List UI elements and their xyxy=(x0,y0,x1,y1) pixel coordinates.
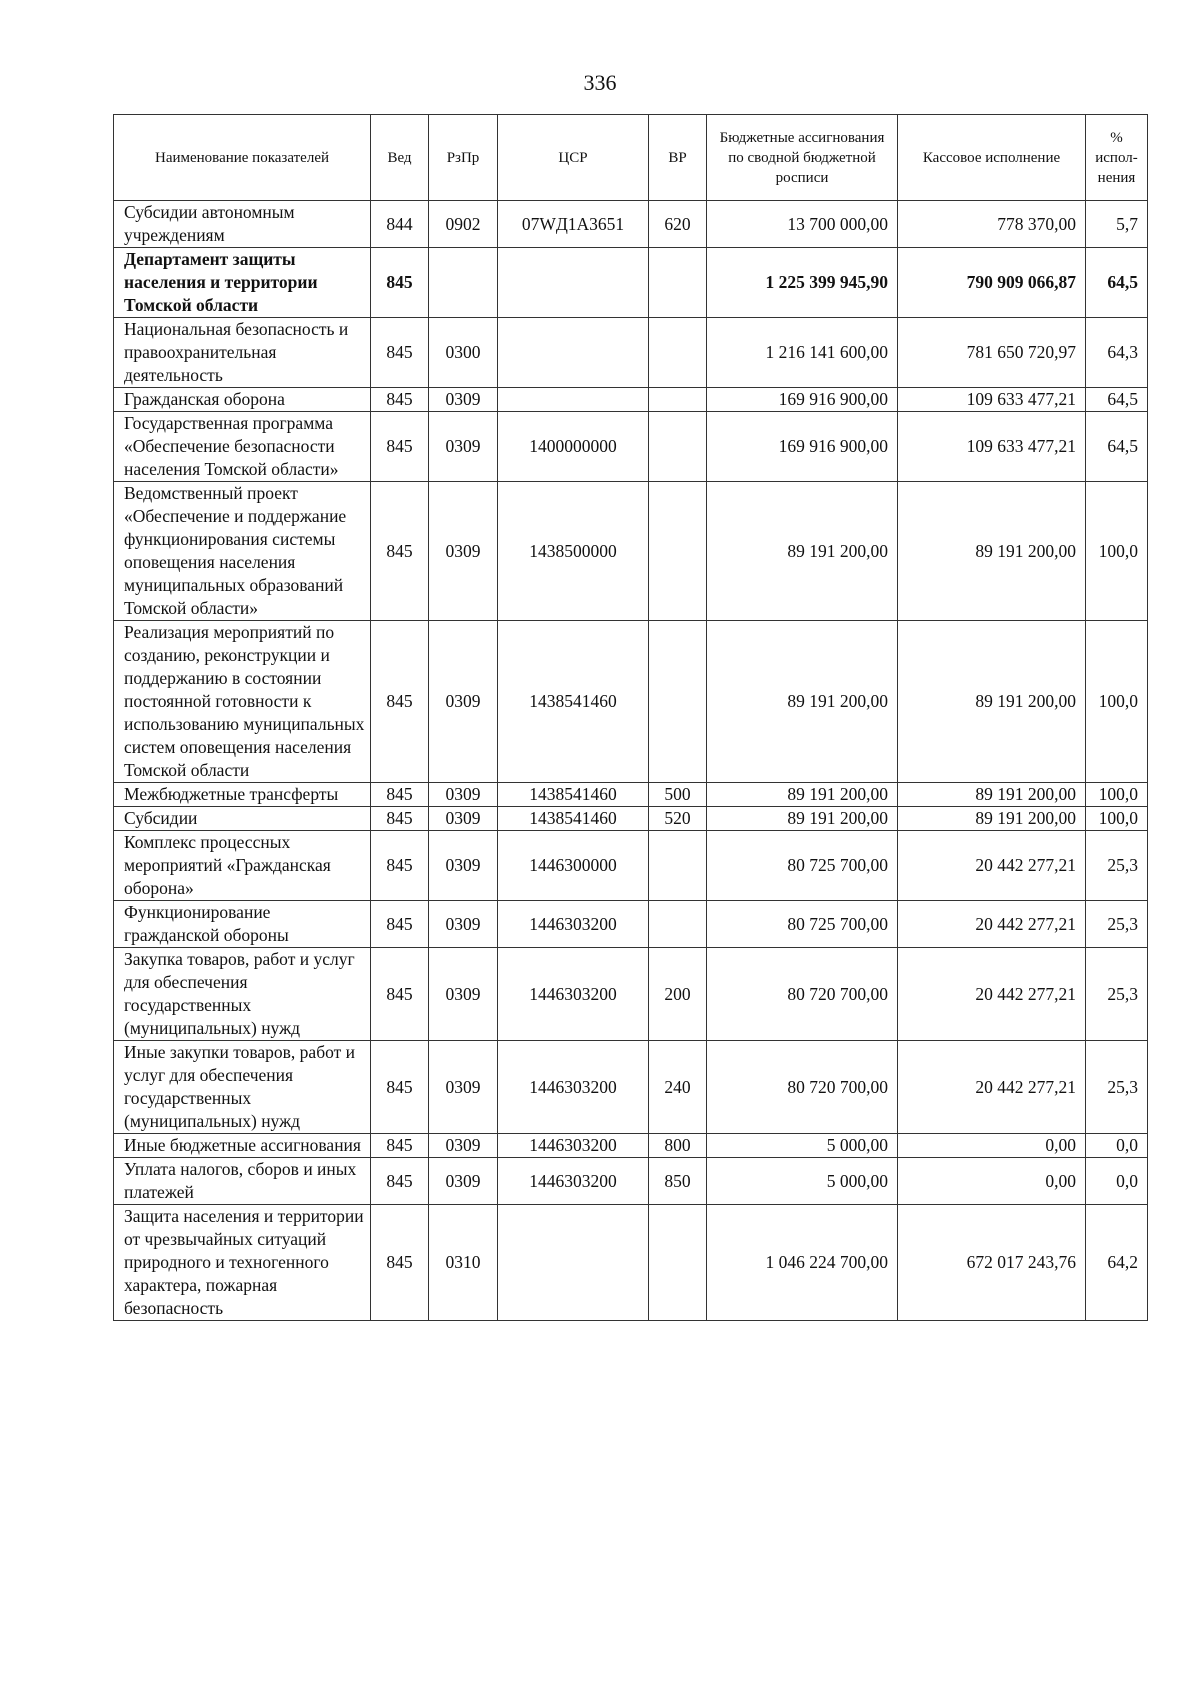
row-budget: 80 720 700,00 xyxy=(707,948,898,1041)
row-ved: 844 xyxy=(371,201,429,248)
row-cash: 89 191 200,00 xyxy=(898,783,1086,807)
row-vr xyxy=(649,1205,707,1321)
row-budget: 1 225 399 945,90 xyxy=(707,248,898,318)
row-name: Закупка товаров, работ и услуг для обеспечения государственных (муниципальных) нужд xyxy=(114,948,371,1041)
budget-execution-table xyxy=(113,114,1148,1321)
row-vr: 850 xyxy=(649,1158,707,1205)
row-vr: 800 xyxy=(649,1134,707,1158)
row-vr: 200 xyxy=(649,948,707,1041)
row-vr xyxy=(649,621,707,783)
row-csr: 07WД1А3651 xyxy=(498,201,649,248)
row-vr xyxy=(649,248,707,318)
header-ved: Вед xyxy=(371,115,429,201)
row-name: Иные закупки товаров, работ и услуг для обеспечения государственных (муниципальных) нужд xyxy=(114,1041,371,1134)
row-percent: 100,0 xyxy=(1086,621,1148,783)
row-budget: 89 191 200,00 xyxy=(707,621,898,783)
row-csr: 1400000000 xyxy=(498,412,649,482)
row-ved: 845 xyxy=(371,948,429,1041)
row-budget: 5 000,00 xyxy=(707,1134,898,1158)
row-vr: 500 xyxy=(649,783,707,807)
row-rzpr: 0309 xyxy=(429,948,498,1041)
row-budget: 89 191 200,00 xyxy=(707,783,898,807)
row-percent: 64,5 xyxy=(1086,388,1148,412)
row-budget: 80 725 700,00 xyxy=(707,901,898,948)
row-budget: 5 000,00 xyxy=(707,1158,898,1205)
row-cash: 109 633 477,21 xyxy=(898,412,1086,482)
row-cash: 781 650 720,97 xyxy=(898,318,1086,388)
row-rzpr: 0300 xyxy=(429,318,498,388)
row-percent: 64,3 xyxy=(1086,318,1148,388)
row-percent: 25,3 xyxy=(1086,901,1148,948)
row-name: Гражданская оборона xyxy=(114,388,371,412)
table-body xyxy=(114,201,1148,1321)
row-vr xyxy=(649,831,707,901)
row-budget: 89 191 200,00 xyxy=(707,807,898,831)
row-ved: 845 xyxy=(371,807,429,831)
row-ved: 845 xyxy=(371,831,429,901)
row-rzpr: 0309 xyxy=(429,783,498,807)
header-budget: Бюджетные ассигнования по сводной бюджетной росписи xyxy=(707,115,898,201)
row-ved: 845 xyxy=(371,783,429,807)
row-rzpr: 0309 xyxy=(429,412,498,482)
row-cash: 20 442 277,21 xyxy=(898,1041,1086,1134)
row-name: Реализация мероприятий по созданию, реконструкции и поддержанию в состоянии постоянной готовности к использованию муниципальных систем оповещения населения Томской области xyxy=(114,621,371,783)
row-csr: 1438541460 xyxy=(498,621,649,783)
row-csr: 1446303200 xyxy=(498,948,649,1041)
row-budget: 1 216 141 600,00 xyxy=(707,318,898,388)
row-cash: 89 191 200,00 xyxy=(898,482,1086,621)
header-percent: % испол-нения xyxy=(1086,115,1148,201)
row-rzpr: 0309 xyxy=(429,482,498,621)
row-vr xyxy=(649,482,707,621)
table-row xyxy=(114,412,1148,482)
table-row xyxy=(114,621,1148,783)
row-cash: 89 191 200,00 xyxy=(898,621,1086,783)
row-cash: 109 633 477,21 xyxy=(898,388,1086,412)
table-row xyxy=(114,482,1148,621)
row-csr xyxy=(498,248,649,318)
page-number: 336 xyxy=(583,70,617,95)
row-rzpr: 0309 xyxy=(429,1158,498,1205)
row-csr: 1438500000 xyxy=(498,482,649,621)
row-name: Департамент защиты населения и территории Томской области xyxy=(114,248,371,318)
row-budget: 169 916 900,00 xyxy=(707,388,898,412)
row-budget: 80 720 700,00 xyxy=(707,1041,898,1134)
table-row xyxy=(114,388,1148,412)
row-rzpr: 0309 xyxy=(429,1134,498,1158)
table-row xyxy=(114,1158,1148,1205)
row-percent: 64,5 xyxy=(1086,248,1148,318)
row-cash: 672 017 243,76 xyxy=(898,1205,1086,1321)
row-percent: 100,0 xyxy=(1086,807,1148,831)
row-rzpr: 0902 xyxy=(429,201,498,248)
row-rzpr: 0309 xyxy=(429,807,498,831)
row-ved: 845 xyxy=(371,388,429,412)
row-percent: 0,0 xyxy=(1086,1134,1148,1158)
row-budget: 13 700 000,00 xyxy=(707,201,898,248)
row-csr: 1446303200 xyxy=(498,1158,649,1205)
header-cash: Кассовое исполнение xyxy=(898,115,1086,201)
row-ved: 845 xyxy=(371,482,429,621)
row-vr: 620 xyxy=(649,201,707,248)
table-row xyxy=(114,201,1148,248)
row-name: Субсидии xyxy=(114,807,371,831)
row-vr xyxy=(649,412,707,482)
row-name: Комплекс процессных мероприятий «Гражданская оборона» xyxy=(114,831,371,901)
row-name: Субсидии автономным учреждениям xyxy=(114,201,371,248)
row-csr: 1446303200 xyxy=(498,1134,649,1158)
row-ved: 845 xyxy=(371,248,429,318)
row-percent: 5,7 xyxy=(1086,201,1148,248)
header-name: Наименование показателей xyxy=(114,115,371,201)
row-cash: 20 442 277,21 xyxy=(898,831,1086,901)
row-percent: 64,5 xyxy=(1086,412,1148,482)
table-row xyxy=(114,1134,1148,1158)
row-ved: 845 xyxy=(371,412,429,482)
row-name: Межбюджетные трансферты xyxy=(114,783,371,807)
row-name: Уплата налогов, сборов и иных платежей xyxy=(114,1158,371,1205)
row-csr: 1446300000 xyxy=(498,831,649,901)
row-csr: 1438541460 xyxy=(498,783,649,807)
row-ved: 845 xyxy=(371,1205,429,1321)
row-csr: 1446303200 xyxy=(498,1041,649,1134)
row-cash: 89 191 200,00 xyxy=(898,807,1086,831)
row-csr xyxy=(498,388,649,412)
row-vr: 240 xyxy=(649,1041,707,1134)
row-cash: 0,00 xyxy=(898,1158,1086,1205)
row-name: Защита населения и территории от чрезвычайных ситуаций природного и техногенного характера, пожарная безопасность xyxy=(114,1205,371,1321)
row-budget: 89 191 200,00 xyxy=(707,482,898,621)
row-percent: 100,0 xyxy=(1086,482,1148,621)
row-ved: 845 xyxy=(371,1158,429,1205)
row-rzpr: 0309 xyxy=(429,1041,498,1134)
header-rzpr: РзПр xyxy=(429,115,498,201)
row-rzpr: 0309 xyxy=(429,831,498,901)
row-budget: 1 046 224 700,00 xyxy=(707,1205,898,1321)
row-ved: 845 xyxy=(371,1041,429,1134)
row-rzpr xyxy=(429,248,498,318)
row-vr xyxy=(649,388,707,412)
table-row xyxy=(114,807,1148,831)
row-ved: 845 xyxy=(371,1134,429,1158)
row-csr xyxy=(498,318,649,388)
row-percent: 25,3 xyxy=(1086,1041,1148,1134)
row-percent: 25,3 xyxy=(1086,948,1148,1041)
row-name: Национальная безопасность и правоохранительная деятельность xyxy=(114,318,371,388)
row-vr xyxy=(649,901,707,948)
row-budget: 80 725 700,00 xyxy=(707,831,898,901)
table-row xyxy=(114,901,1148,948)
row-rzpr: 0309 xyxy=(429,388,498,412)
row-csr xyxy=(498,1205,649,1321)
row-cash: 20 442 277,21 xyxy=(898,948,1086,1041)
row-ved: 845 xyxy=(371,318,429,388)
row-vr xyxy=(649,318,707,388)
table-row xyxy=(114,1205,1148,1321)
row-csr: 1446303200 xyxy=(498,901,649,948)
row-name: Иные бюджетные ассигнования xyxy=(114,1134,371,1158)
row-percent: 64,2 xyxy=(1086,1205,1148,1321)
table-header-row xyxy=(114,115,1148,201)
table-row xyxy=(114,948,1148,1041)
row-name: Государственная программа «Обеспечение безопасности населения Томской области» xyxy=(114,412,371,482)
row-cash: 778 370,00 xyxy=(898,201,1086,248)
row-ved: 845 xyxy=(371,901,429,948)
row-percent: 25,3 xyxy=(1086,831,1148,901)
row-budget: 169 916 900,00 xyxy=(707,412,898,482)
row-percent: 100,0 xyxy=(1086,783,1148,807)
table-row xyxy=(114,783,1148,807)
row-name: Функционирование гражданской обороны xyxy=(114,901,371,948)
row-rzpr: 0310 xyxy=(429,1205,498,1321)
row-rzpr: 0309 xyxy=(429,901,498,948)
row-name: Ведомственный проект «Обеспечение и поддержание функционирования системы оповещения населения муниципальных образований Томской области» xyxy=(114,482,371,621)
row-ved: 845 xyxy=(371,621,429,783)
table-row xyxy=(114,318,1148,388)
table-row xyxy=(114,1041,1148,1134)
row-cash: 20 442 277,21 xyxy=(898,901,1086,948)
row-csr: 1438541460 xyxy=(498,807,649,831)
header-vr: ВР xyxy=(649,115,707,201)
table-row xyxy=(114,248,1148,318)
row-percent: 0,0 xyxy=(1086,1158,1148,1205)
row-rzpr: 0309 xyxy=(429,621,498,783)
header-csr: ЦСР xyxy=(498,115,649,201)
table-row xyxy=(114,831,1148,901)
row-vr: 520 xyxy=(649,807,707,831)
row-cash: 790 909 066,87 xyxy=(898,248,1086,318)
row-cash: 0,00 xyxy=(898,1134,1086,1158)
